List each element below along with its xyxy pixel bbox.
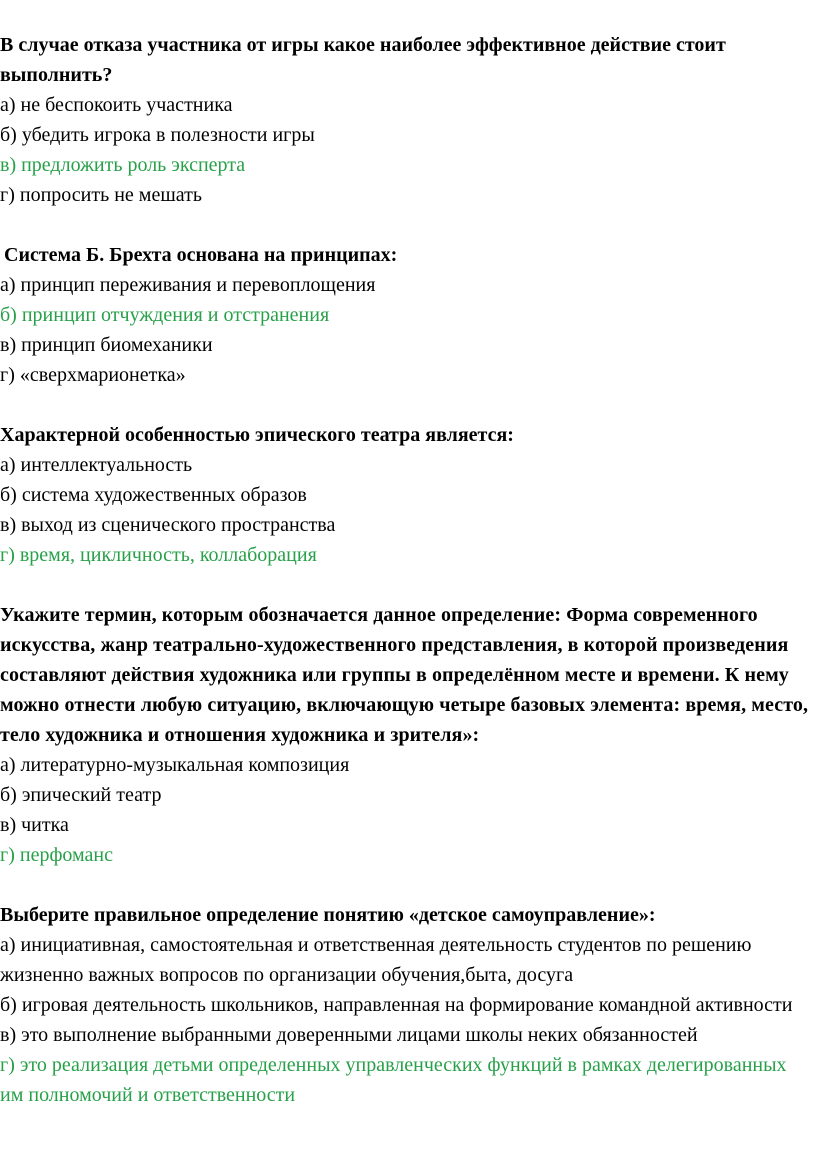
answer-option: в) читка [0, 814, 69, 836]
answer-option: а) интеллектуальность [0, 454, 193, 476]
question-text: Система Б. Брехта основана на принципах: [4, 244, 398, 266]
answer-option: б) игровая деятельность школьников, направленная на формирование командной активности [0, 994, 793, 1016]
spacer [0, 870, 810, 900]
answer-option-correct: в) предложить роль эксперта [0, 154, 246, 176]
spacer [0, 570, 810, 600]
answer-option: г) «сверхмарионетка» [0, 364, 186, 386]
spacer [0, 390, 810, 420]
question-text: Характерной особенностью эпического театра является: [0, 424, 514, 446]
answer-option: б) эпический театр [0, 784, 162, 806]
answer-option: а) не беспокоить участника [0, 94, 233, 116]
answer-option: в) выход из сценического пространства [0, 514, 336, 536]
question-block [0, 240, 810, 390]
question-text: Укажите термин, которым обозначается данное определение: Форма современного искусства, жанр театрально-художественного представления, в которой произведения составляют действия художника или группы в определённом месте и времени. К нему можно отнести любую ситуацию, включающую четыре базовых элемента: время, место, тело художника и отношения художника и зрителя»: [0, 604, 809, 746]
question-block [0, 600, 810, 870]
answer-option: а) литературно-музыкальная композиция [0, 754, 350, 776]
answer-option-correct: г) перфоманс [0, 844, 113, 866]
answer-option-correct: г) это реализация детьми определенных управленческих функций в рамках делегированных им полномочий и ответственности [0, 1054, 787, 1106]
question-text: В случае отказа участника от игры какое наиболее эффективное действие стоит выполнить? [0, 34, 726, 86]
question-block [0, 900, 810, 1110]
answer-option: г) попросить не мешать [0, 184, 202, 206]
answer-option: в) это выполнение выбранными доверенными лицами школы неких обязанностей [0, 1024, 698, 1046]
answer-option-correct: г) время, цикличность, коллаборация [0, 544, 317, 566]
question-block [0, 420, 810, 570]
answer-option-correct: б) принцип отчуждения и отстранения [0, 304, 330, 326]
answer-option: в) принцип биомеханики [0, 334, 213, 356]
answer-option: б) убедить игрока в полезности игры [0, 124, 315, 146]
answer-option: а) принцип переживания и перевоплощения [0, 274, 376, 296]
question-block [0, 30, 810, 210]
question-text: Выберите правильное определение понятию «детское самоуправление»: [0, 904, 656, 926]
answer-option: а) инициативная, самостоятельная и ответственная деятельность студентов по решению жизненно важных вопросов по организации обучения,быта, досуга [0, 934, 752, 986]
spacer [0, 210, 810, 240]
answer-option: б) система художественных образов [0, 484, 307, 506]
quiz-document [0, 30, 810, 1110]
